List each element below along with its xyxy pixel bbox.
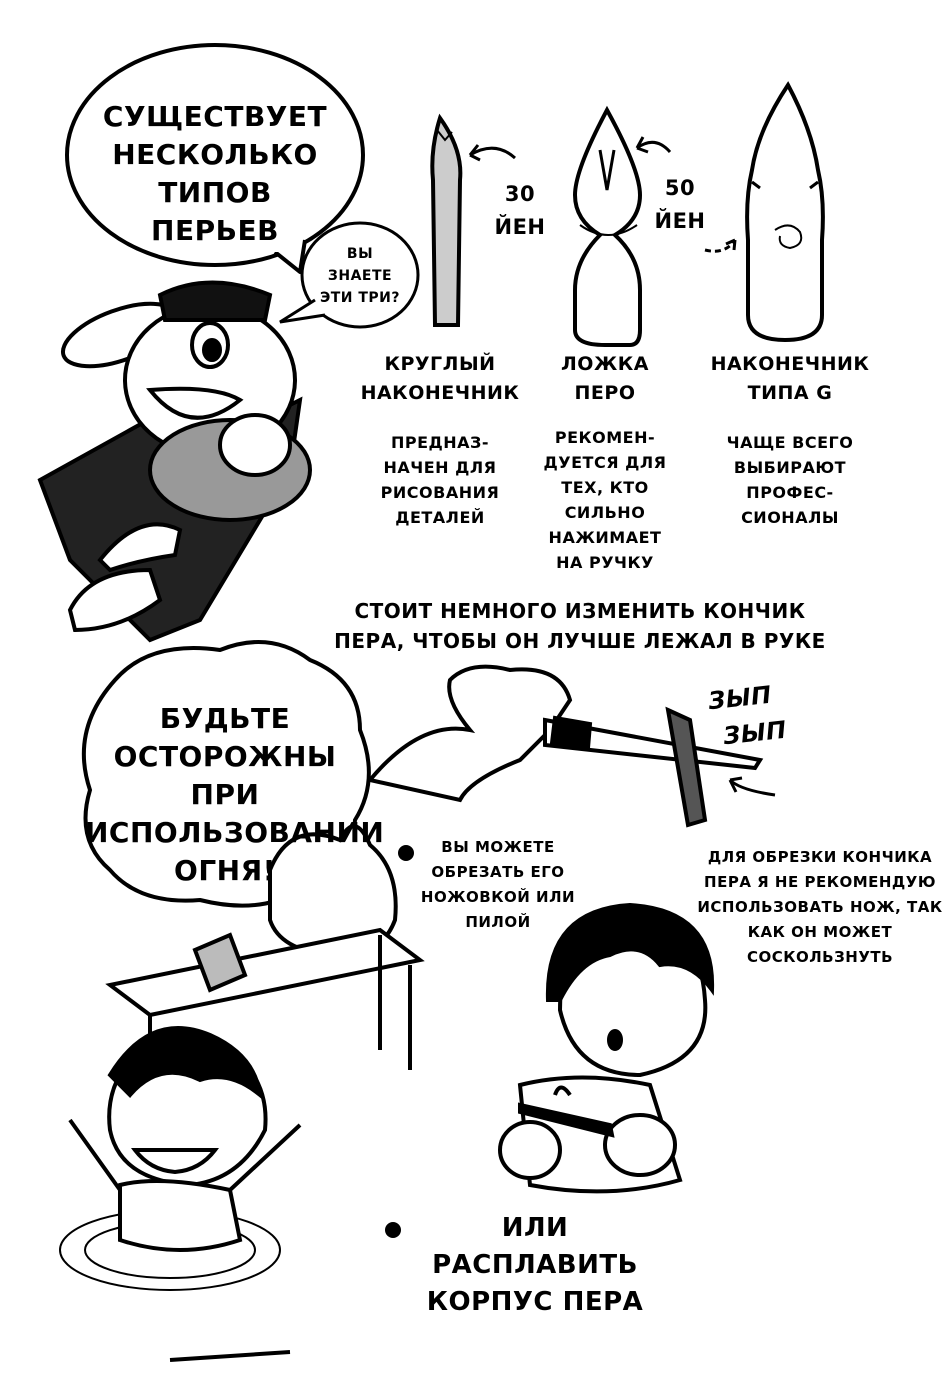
bubble-top-text: СУЩЕСТВУЕТ НЕСКОЛЬКО ТИПОВ ПЕРЬЕВ [102,100,328,247]
price-round-nib: 30 ЙЕН [494,182,546,239]
sfx-zyp-2: ЗЫП [721,715,789,751]
bullet-dot-melt [385,1222,401,1238]
middle-caption: СТОИТ НЕМНОГО ИЗМЕНИТЬ КОНЧИК ПЕРА, ЧТОБЫ ОН ЛУЧШЕ ЛЕЖАЛ В РУКЕ [334,599,826,653]
panicking-boy [60,1028,300,1290]
desc-g-nib: ЧАЩЕ ВСЕГО ВЫБИРАЮТ ПРОФЕС- СИОНАЛЫ [726,433,854,527]
label-spoon-nib: ЛОЖКА ПЕРО [561,353,649,404]
bunny-character [40,283,310,641]
round-nib-illustration [432,118,460,325]
label-round-nib: КРУГЛЫЙ НАКОНЕЧНИК [360,353,520,404]
desc-spoon-nib: РЕКОМЕН- ДУЕТСЯ ДЛЯ ТЕХ, КТО СИЛЬНО НАЖИМАЕТ НА РУЧКУ [543,428,667,572]
bullet-melt-text: ИЛИ РАСПЛАВИТЬ КОРПУС ПЕРА [426,1213,644,1317]
g-nib-illustration [747,85,823,340]
spoon-nib-illustration [575,110,640,345]
bullet-dot-saw [398,845,414,861]
sfx-zyp-1: ЗЫП [706,680,774,716]
knife-note: ДЛЯ ОБРЕЗКИ КОНЧИКА ПЕРА Я НЕ РЕКОМЕНДУЮ ИСПОЛЬЗОВАТЬ НОЖ, ТАК КАК ОН МОЖЕТ СОСКОЛЬЗНУТЬ [697,848,943,966]
boy-melting-pen [500,905,712,1191]
desc-round-nib: ПРЕДНАЗ- НАЧЕН ДЛЯ РИСОВАНИЯ ДЕТАЛЕЙ [380,433,500,527]
bubble-small-text: ВЫ ЗНАЕТЕ ЭТИ ТРИ? [319,246,401,306]
bubble-fire-text: БУДЬТЕ ОСТОРОЖНЫ ПРИ ИСПОЛЬЗОВАНИИ ОГНЯ! [85,702,385,887]
label-g-nib: НАКОНЕЧНИК ТИПА G [710,353,870,404]
bullet-saw-text: ВЫ МОЖЕТЕ ОБРЕЗАТЬ ЕГО НОЖОВКОЙ ИЛИ ПИЛОЙ [420,838,576,931]
price-spoon-nib: 50 ЙЕН [654,176,706,233]
